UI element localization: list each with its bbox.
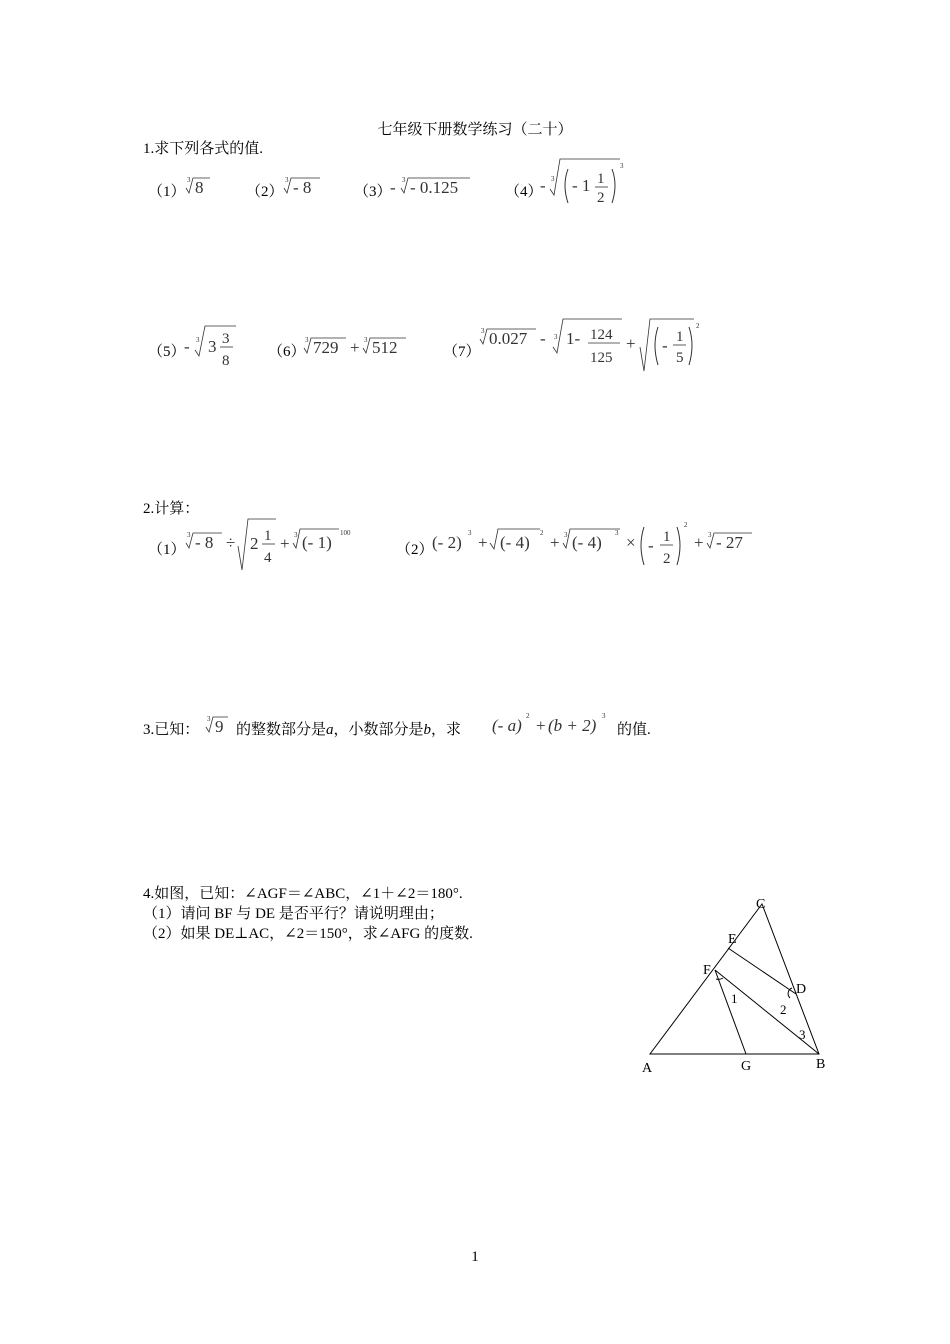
q2-expr-1-b-num: 1	[264, 528, 272, 544]
svg-text:+: +	[478, 533, 488, 552]
q1-expr-7-c-den: 5	[676, 350, 684, 366]
page-title: 七年级下册数学练习（二十）	[377, 122, 573, 138]
svg-text:+: +	[550, 533, 560, 552]
q1-expr-4-den: 2	[597, 190, 605, 206]
q1-expr-4	[540, 155, 635, 217]
label-point-c: C	[756, 897, 766, 912]
angle-1-arc	[716, 978, 723, 979]
q3-text	[236, 718, 461, 739]
q2-expr-1	[184, 515, 364, 575]
q2-expr-2-e: - 27	[716, 533, 743, 552]
label-point-e: E	[728, 932, 737, 947]
q1-heading: 1.求下列各式的值.	[143, 141, 264, 157]
svg-text:3: 3	[294, 531, 298, 539]
svg-text:2: 2	[696, 322, 700, 330]
svg-text:2: 2	[526, 712, 530, 720]
svg-text:3: 3	[551, 175, 555, 183]
q1-item-3-label: （3）	[354, 184, 392, 200]
svg-text:3: 3	[481, 327, 485, 335]
q1-expr-7	[478, 315, 708, 377]
svg-text:3: 3	[402, 176, 406, 184]
svg-text:-: -	[184, 337, 190, 356]
svg-text:×: ×	[626, 533, 636, 552]
svg-text:3: 3	[602, 712, 606, 720]
q1-expr-6-b: 512	[372, 338, 398, 357]
label-point-d: D	[796, 982, 807, 997]
svg-text:-: -	[662, 336, 668, 355]
svg-text:3: 3	[468, 529, 472, 537]
q2-expr-2-b: (- 4)	[500, 533, 530, 552]
label-point-f: F	[703, 963, 711, 978]
q2-heading: 2.计算：	[143, 501, 200, 517]
q2-expr-2	[430, 515, 760, 575]
svg-text:÷: ÷	[226, 533, 236, 552]
q1-expr-1-radicand: 8	[195, 178, 204, 197]
label-angle-2: 2	[780, 1002, 787, 1017]
q3-var-a: a	[326, 722, 334, 738]
q1-expr-4-inner: - 1	[572, 176, 591, 195]
q2-expr-2-a: (- 2)	[432, 533, 462, 552]
segment-ed	[728, 948, 796, 994]
q2-expr-1-b-den: 4	[264, 550, 272, 566]
svg-text:3: 3	[364, 336, 368, 344]
q3-cbrt-9	[204, 711, 234, 739]
svg-text:2: 2	[684, 521, 688, 529]
q3-prefix: 3.已知：	[143, 722, 200, 738]
svg-text:3: 3	[285, 176, 289, 184]
q3-suffix: 的值.	[617, 722, 651, 738]
q1-expr-5	[184, 322, 244, 374]
q4-line-1: 4.如图，已知：∠AGF＝∠ABC，∠1＋∠2＝180°.	[143, 886, 463, 902]
q1-expr-1	[184, 172, 224, 200]
q1-expr-7-a: 0.027	[489, 329, 528, 348]
q1-item-2-label: （2）	[246, 184, 284, 200]
q3-expression	[492, 708, 620, 738]
svg-text:-: -	[390, 178, 396, 197]
q3-radicand: 9	[215, 717, 224, 736]
q3-text-mid3: ，求	[431, 722, 462, 738]
label-point-g: G	[741, 1059, 752, 1074]
svg-text:+: +	[350, 338, 360, 357]
svg-text:3: 3	[207, 715, 211, 723]
svg-text:3: 3	[305, 336, 309, 344]
q2-item-1-label: （1）	[148, 542, 186, 558]
svg-text:-: -	[540, 176, 546, 195]
q2-expr-2-c: (- 4)	[572, 533, 602, 552]
q2-item-2-label: （2）	[396, 542, 434, 558]
triangle-abc	[650, 904, 819, 1054]
q1-expr-6	[302, 332, 412, 360]
q1-expr-7-num: 124	[590, 327, 613, 343]
q3-expr-a: (- a)	[492, 716, 522, 735]
svg-text:+: +	[626, 334, 636, 353]
q2-expr-2-d-den: 2	[663, 551, 671, 567]
q4-line-2: （1）请问 BF 与 DE 是否平行？请说明理由；	[143, 906, 444, 922]
q3-var-b: b	[423, 722, 432, 738]
q3-text-mid: 的整数部分是	[236, 722, 327, 738]
q1-item-7-label: （7）	[443, 344, 481, 360]
q1-expr-7-b: 1-	[566, 329, 581, 348]
q1-item-1-label: （1）	[148, 184, 186, 200]
svg-text:2: 2	[540, 529, 544, 537]
q2-expr-1-a: - 8	[195, 533, 214, 552]
svg-text:3: 3	[187, 176, 191, 184]
svg-text:3: 3	[564, 531, 568, 539]
q2-expr-1-c-exp: 100	[340, 529, 351, 537]
q1-expr-7-den: 125	[590, 350, 613, 366]
svg-text:3: 3	[187, 531, 191, 539]
svg-text:+: +	[280, 534, 290, 553]
svg-text:+: +	[536, 716, 546, 735]
q1-expr-7-c-num: 1	[676, 329, 684, 345]
svg-text:-: -	[540, 329, 546, 348]
q2-expr-1-c: (- 1)	[302, 533, 332, 552]
label-point-a: A	[642, 1061, 653, 1076]
q1-item-6-label: （6）	[268, 344, 306, 360]
q1-expr-5-num: 3	[222, 331, 230, 347]
svg-text:3: 3	[196, 336, 200, 344]
label-angle-3: 3	[799, 1027, 806, 1042]
q3-expr-b: (b + 2)	[548, 716, 597, 735]
svg-text:3: 3	[615, 529, 619, 537]
q1-expr-2-radicand: - 8	[293, 178, 312, 197]
q4-line-3: （2）如果 DE⊥AC，∠2＝150°，求∠AFG 的度数.	[143, 926, 473, 942]
q1-expr-4-num: 1	[597, 171, 605, 187]
q1-item-5-label: （5）	[148, 344, 186, 360]
svg-text:+: +	[694, 533, 704, 552]
q1-expr-3	[390, 172, 475, 200]
q1-item-4-label: （4）	[505, 184, 543, 200]
q3-text-mid2: ，小数部分是	[333, 722, 424, 738]
geometry-figure	[630, 890, 840, 1090]
page-number: 1	[471, 1249, 479, 1265]
label-point-b: B	[816, 1057, 826, 1072]
q1-expr-3-radicand: - 0.125	[410, 178, 459, 197]
svg-text:3: 3	[620, 162, 624, 170]
svg-text:3: 3	[554, 333, 558, 341]
svg-text:3: 3	[708, 531, 712, 539]
q1-expr-2	[282, 172, 332, 200]
q1-expr-5-den: 8	[222, 353, 230, 369]
label-angle-1: 1	[731, 991, 738, 1006]
q1-expr-6-a: 729	[313, 338, 339, 357]
q2-expr-1-b-int: 2	[250, 534, 259, 553]
svg-text:-: -	[648, 536, 654, 555]
q2-expr-2-d-num: 1	[663, 529, 671, 545]
q1-expr-5-int: 3	[208, 337, 217, 356]
